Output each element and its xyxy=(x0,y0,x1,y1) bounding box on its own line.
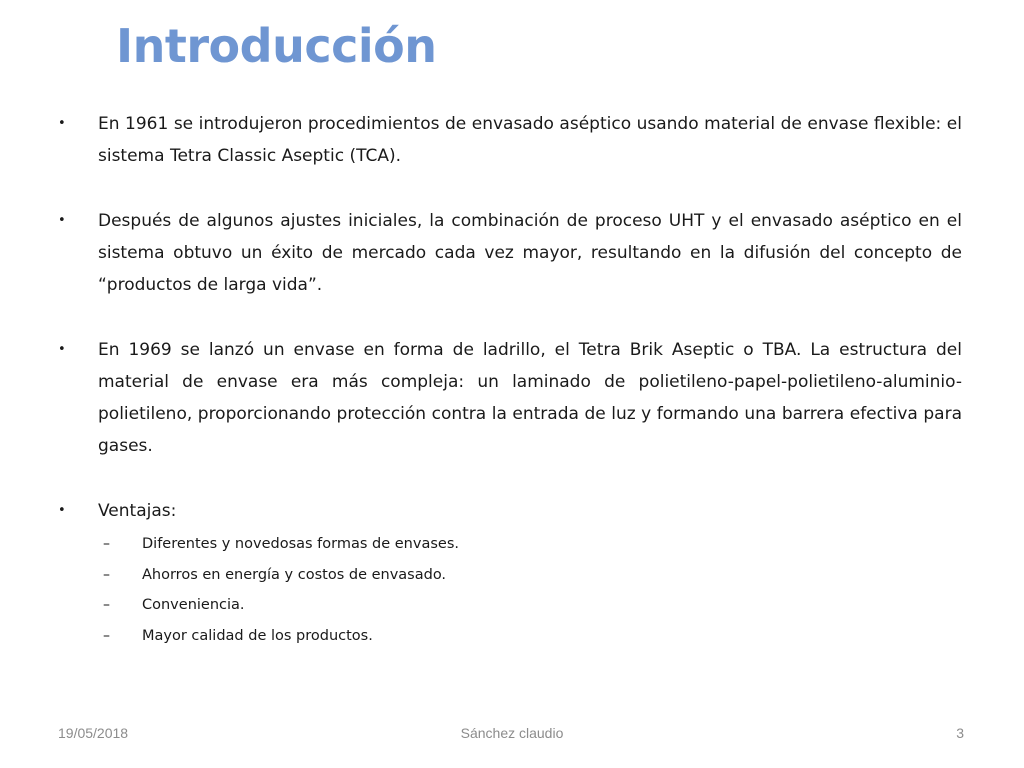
dash-marker: – xyxy=(103,597,110,613)
sub-item-text: Ahorros en energía y costos de envasado. xyxy=(142,566,447,583)
sub-list-item xyxy=(103,590,962,621)
slide-number: 3 xyxy=(956,725,964,741)
footer-date: 19/05/2018 xyxy=(58,725,129,741)
bullet-text: Después de algunos ajustes iniciales, la combinación de proceso UHT y el envasado aséptico en el sistema obtuvo un éxito de mercado cada vez mayor, resultando en la difusión del concepto de “productos de larga vida”. xyxy=(98,211,962,295)
ventajas-sub-list xyxy=(58,529,962,651)
bullet-marker: • xyxy=(58,503,66,518)
sub-list-item xyxy=(103,529,962,560)
slide-title: Introducción xyxy=(116,19,437,73)
sub-item-text: Diferentes y novedosas formas de envases. xyxy=(142,536,459,552)
sub-list-item xyxy=(103,621,962,652)
sub-item-text: Mayor calidad de los productos. xyxy=(142,627,373,644)
sub-item-text: Conveniencia. xyxy=(142,597,245,613)
bullet-marker: • xyxy=(58,342,66,357)
bullet-marker: • xyxy=(58,116,66,131)
dash-marker: – xyxy=(103,536,110,552)
bullet-text: En 1969 se lanzó un envase en forma de ladrillo, el Tetra Brik Aseptic o TBA. La estructura del material de envase era más compleja: un laminado de polietileno-papel-polietileno-aluminio-polietileno, proporcionando protección contra la entrada de luz y formando una barrera efectiva para gases. xyxy=(98,340,962,456)
bullet-item xyxy=(58,205,962,301)
bullet-item xyxy=(58,334,962,462)
sub-list-item xyxy=(103,560,962,591)
dash-marker: – xyxy=(103,566,110,583)
bullet-text-ventajas: Ventajas: xyxy=(98,501,177,521)
slide-body xyxy=(58,108,962,651)
bullet-item xyxy=(58,495,962,527)
dash-marker: – xyxy=(103,627,110,644)
bullet-marker: • xyxy=(58,213,66,228)
bullet-text: En 1961 se introdujeron procedimientos de envasado aséptico usando material de envase flexible: el sistema Tetra Classic Aseptic (TCA). xyxy=(98,114,962,166)
footer-author: Sánchez claudio xyxy=(460,725,564,741)
bullet-item xyxy=(58,108,962,172)
